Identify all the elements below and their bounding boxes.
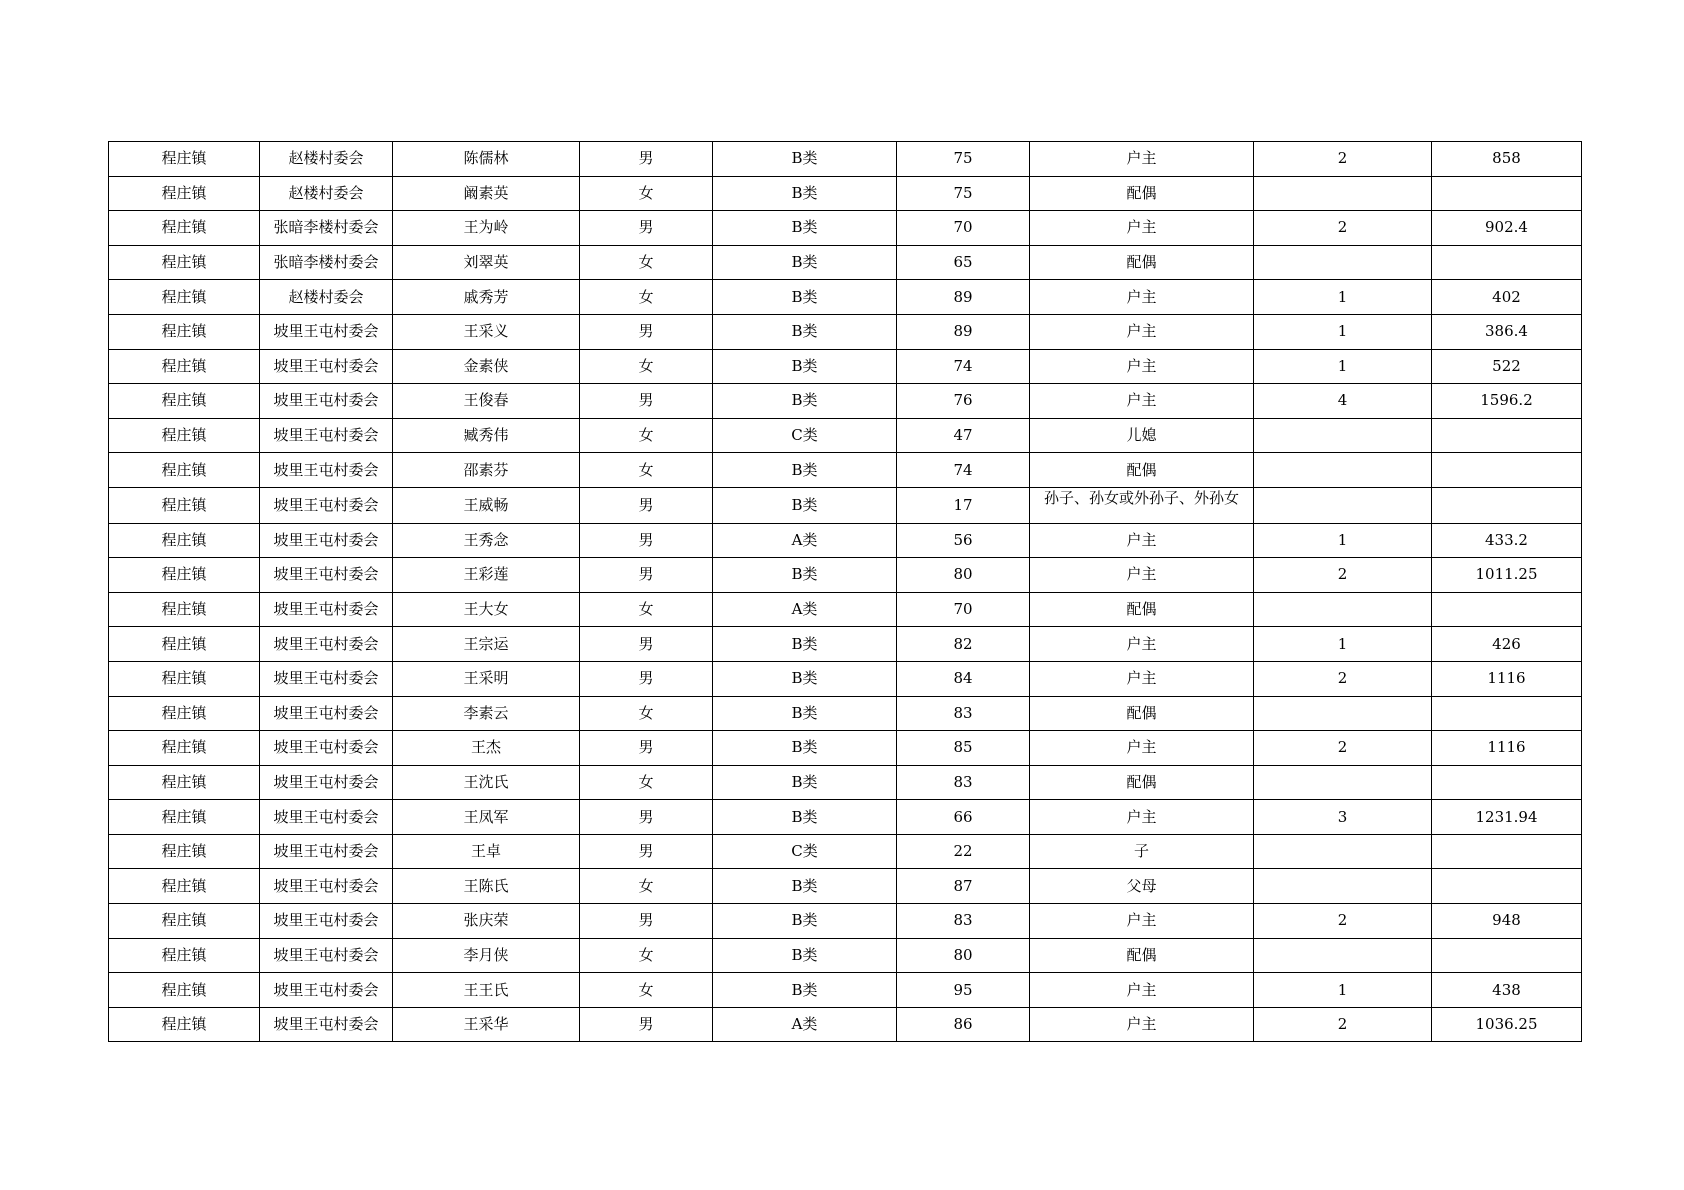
village-committee-cell: 坡里王屯村委会: [260, 904, 393, 939]
village-committee-cell: 坡里王屯村委会: [260, 627, 393, 662]
relation-cell: 户主: [1030, 349, 1254, 384]
age-cell: 86: [897, 1007, 1030, 1042]
household-size-cell: 1: [1254, 973, 1432, 1008]
category-cell: B类: [713, 487, 897, 523]
age-cell: 85: [897, 731, 1030, 766]
amount-cell: [1432, 176, 1582, 211]
household-size-cell: [1254, 418, 1432, 453]
village-committee-cell: 坡里王屯村委会: [260, 834, 393, 869]
village-committee-cell: 赵楼村委会: [260, 280, 393, 315]
table-row: [109, 349, 1582, 384]
age-cell: 84: [897, 661, 1030, 696]
town-cell: 程庄镇: [109, 731, 260, 766]
household-size-cell: 1: [1254, 627, 1432, 662]
age-cell: 89: [897, 314, 1030, 349]
category-cell: B类: [713, 349, 897, 384]
table-row: [109, 592, 1582, 627]
name-cell: 邵素芬: [393, 453, 580, 488]
table-row: [109, 834, 1582, 869]
amount-cell: [1432, 245, 1582, 280]
amount-cell: 1011.25: [1432, 558, 1582, 593]
town-cell: 程庄镇: [109, 973, 260, 1008]
relation-cell: 户主: [1030, 523, 1254, 558]
gender-cell: 男: [580, 142, 713, 177]
age-cell: 89: [897, 280, 1030, 315]
household-size-cell: [1254, 938, 1432, 973]
village-committee-cell: 坡里王屯村委会: [260, 1007, 393, 1042]
relation-cell: 儿媳: [1030, 418, 1254, 453]
gender-cell: 男: [580, 487, 713, 523]
name-cell: 王大女: [393, 592, 580, 627]
relation-cell: 配偶: [1030, 592, 1254, 627]
household-size-cell: [1254, 696, 1432, 731]
town-cell: 程庄镇: [109, 418, 260, 453]
table-row: [109, 661, 1582, 696]
relation-cell: 子: [1030, 834, 1254, 869]
relation-cell: 户主: [1030, 558, 1254, 593]
category-cell: B类: [713, 558, 897, 593]
name-cell: 王沈氏: [393, 765, 580, 800]
name-cell: 王杰: [393, 731, 580, 766]
gender-cell: 女: [580, 869, 713, 904]
village-committee-cell: 坡里王屯村委会: [260, 938, 393, 973]
household-size-cell: 4: [1254, 384, 1432, 419]
table-row: [109, 211, 1582, 246]
town-cell: 程庄镇: [109, 211, 260, 246]
household-size-cell: [1254, 176, 1432, 211]
relation-cell: 户主: [1030, 142, 1254, 177]
table-row: [109, 800, 1582, 835]
town-cell: 程庄镇: [109, 280, 260, 315]
category-cell: B类: [713, 904, 897, 939]
amount-cell: [1432, 938, 1582, 973]
amount-cell: 1116: [1432, 731, 1582, 766]
gender-cell: 女: [580, 696, 713, 731]
gender-cell: 女: [580, 176, 713, 211]
relation-cell: 配偶: [1030, 765, 1254, 800]
amount-cell: [1432, 418, 1582, 453]
age-cell: 70: [897, 211, 1030, 246]
household-size-cell: [1254, 834, 1432, 869]
table-row: [109, 558, 1582, 593]
gender-cell: 男: [580, 384, 713, 419]
age-cell: 80: [897, 558, 1030, 593]
household-size-cell: [1254, 245, 1432, 280]
name-cell: 金素侠: [393, 349, 580, 384]
town-cell: 程庄镇: [109, 834, 260, 869]
table-row: [109, 869, 1582, 904]
relation-cell: 户主: [1030, 211, 1254, 246]
relation-cell: 户主: [1030, 384, 1254, 419]
town-cell: 程庄镇: [109, 558, 260, 593]
age-cell: 95: [897, 973, 1030, 1008]
category-cell: A类: [713, 523, 897, 558]
category-cell: C类: [713, 834, 897, 869]
category-cell: A类: [713, 1007, 897, 1042]
amount-cell: 1036.25: [1432, 1007, 1582, 1042]
relation-cell: 配偶: [1030, 453, 1254, 488]
name-cell: 王宗运: [393, 627, 580, 662]
relation-cell: 户主: [1030, 1007, 1254, 1042]
town-cell: 程庄镇: [109, 142, 260, 177]
village-committee-cell: 坡里王屯村委会: [260, 558, 393, 593]
village-committee-cell: 坡里王屯村委会: [260, 523, 393, 558]
amount-cell: [1432, 487, 1582, 523]
village-committee-cell: 坡里王屯村委会: [260, 661, 393, 696]
gender-cell: 男: [580, 800, 713, 835]
name-cell: 王秀念: [393, 523, 580, 558]
category-cell: B类: [713, 696, 897, 731]
relation-cell: 户主: [1030, 973, 1254, 1008]
gender-cell: 男: [580, 558, 713, 593]
gender-cell: 男: [580, 904, 713, 939]
table-row: [109, 280, 1582, 315]
category-cell: B类: [713, 661, 897, 696]
category-cell: B类: [713, 245, 897, 280]
town-cell: 程庄镇: [109, 800, 260, 835]
town-cell: 程庄镇: [109, 765, 260, 800]
village-committee-cell: 坡里王屯村委会: [260, 349, 393, 384]
amount-cell: [1432, 765, 1582, 800]
age-cell: 83: [897, 904, 1030, 939]
gender-cell: 女: [580, 280, 713, 315]
category-cell: B类: [713, 869, 897, 904]
village-committee-cell: 坡里王屯村委会: [260, 592, 393, 627]
category-cell: B类: [713, 973, 897, 1008]
age-cell: 87: [897, 869, 1030, 904]
category-cell: C类: [713, 418, 897, 453]
category-cell: B类: [713, 731, 897, 766]
name-cell: 陈儒林: [393, 142, 580, 177]
table-row: [109, 765, 1582, 800]
amount-cell: 402: [1432, 280, 1582, 315]
data-table: [108, 141, 1582, 1042]
relation-cell: 配偶: [1030, 696, 1254, 731]
village-committee-cell: 张暗李楼村委会: [260, 211, 393, 246]
town-cell: 程庄镇: [109, 314, 260, 349]
village-committee-cell: 坡里王屯村委会: [260, 973, 393, 1008]
table-row: [109, 523, 1582, 558]
table-body: [109, 142, 1582, 1042]
household-size-cell: 2: [1254, 142, 1432, 177]
household-size-cell: 1: [1254, 349, 1432, 384]
village-committee-cell: 坡里王屯村委会: [260, 384, 393, 419]
age-cell: 47: [897, 418, 1030, 453]
gender-cell: 男: [580, 211, 713, 246]
table-row: [109, 418, 1582, 453]
table-row: [109, 487, 1582, 523]
name-cell: 王采义: [393, 314, 580, 349]
amount-cell: 1116: [1432, 661, 1582, 696]
age-cell: 80: [897, 938, 1030, 973]
age-cell: 74: [897, 453, 1030, 488]
age-cell: 75: [897, 176, 1030, 211]
gender-cell: 女: [580, 418, 713, 453]
village-committee-cell: 赵楼村委会: [260, 176, 393, 211]
town-cell: 程庄镇: [109, 627, 260, 662]
relation-cell: 户主: [1030, 731, 1254, 766]
gender-cell: 男: [580, 731, 713, 766]
table-row: [109, 904, 1582, 939]
table-row: [109, 314, 1582, 349]
name-cell: 王采华: [393, 1007, 580, 1042]
age-cell: 66: [897, 800, 1030, 835]
age-cell: 70: [897, 592, 1030, 627]
category-cell: B类: [713, 800, 897, 835]
village-committee-cell: 坡里王屯村委会: [260, 800, 393, 835]
town-cell: 程庄镇: [109, 592, 260, 627]
town-cell: 程庄镇: [109, 661, 260, 696]
category-cell: B类: [713, 176, 897, 211]
gender-cell: 男: [580, 834, 713, 869]
gender-cell: 女: [580, 453, 713, 488]
village-committee-cell: 坡里王屯村委会: [260, 731, 393, 766]
table-row: [109, 142, 1582, 177]
relation-cell: 配偶: [1030, 176, 1254, 211]
relation-cell: 户主: [1030, 661, 1254, 696]
relation-cell: 配偶: [1030, 938, 1254, 973]
village-committee-cell: 坡里王屯村委会: [260, 696, 393, 731]
amount-cell: 438: [1432, 973, 1582, 1008]
name-cell: 王王氏: [393, 973, 580, 1008]
amount-cell: [1432, 696, 1582, 731]
relation-cell: 孙子、孙女或外孙子、外孙女: [1030, 487, 1254, 523]
age-cell: 65: [897, 245, 1030, 280]
town-cell: 程庄镇: [109, 904, 260, 939]
household-size-cell: 2: [1254, 211, 1432, 246]
amount-cell: 522: [1432, 349, 1582, 384]
relation-cell: 户主: [1030, 904, 1254, 939]
name-cell: 王凤军: [393, 800, 580, 835]
relation-cell: 户主: [1030, 627, 1254, 662]
relation-cell: 户主: [1030, 280, 1254, 315]
name-cell: 李月侠: [393, 938, 580, 973]
gender-cell: 女: [580, 592, 713, 627]
category-cell: B类: [713, 453, 897, 488]
town-cell: 程庄镇: [109, 869, 260, 904]
village-committee-cell: 坡里王屯村委会: [260, 453, 393, 488]
town-cell: 程庄镇: [109, 696, 260, 731]
age-cell: 56: [897, 523, 1030, 558]
household-size-cell: 2: [1254, 904, 1432, 939]
gender-cell: 女: [580, 765, 713, 800]
amount-cell: 858: [1432, 142, 1582, 177]
table-row: [109, 245, 1582, 280]
age-cell: 82: [897, 627, 1030, 662]
name-cell: 张庆荣: [393, 904, 580, 939]
village-committee-cell: 坡里王屯村委会: [260, 418, 393, 453]
name-cell: 王采明: [393, 661, 580, 696]
amount-cell: [1432, 453, 1582, 488]
table-row: [109, 1007, 1582, 1042]
town-cell: 程庄镇: [109, 1007, 260, 1042]
name-cell: 王俊春: [393, 384, 580, 419]
household-size-cell: 1: [1254, 523, 1432, 558]
name-cell: 戚秀芳: [393, 280, 580, 315]
table-row: [109, 176, 1582, 211]
amount-cell: 433.2: [1432, 523, 1582, 558]
category-cell: B类: [713, 142, 897, 177]
amount-cell: 386.4: [1432, 314, 1582, 349]
gender-cell: 女: [580, 938, 713, 973]
amount-cell: 1231.94: [1432, 800, 1582, 835]
town-cell: 程庄镇: [109, 453, 260, 488]
amount-cell: 902.4: [1432, 211, 1582, 246]
household-size-cell: 1: [1254, 280, 1432, 315]
table-row: [109, 627, 1582, 662]
relation-cell: 户主: [1030, 314, 1254, 349]
table-row: [109, 973, 1582, 1008]
household-size-cell: 2: [1254, 1007, 1432, 1042]
amount-cell: [1432, 834, 1582, 869]
category-cell: B类: [713, 938, 897, 973]
household-size-cell: 2: [1254, 661, 1432, 696]
category-cell: B类: [713, 384, 897, 419]
village-committee-cell: 坡里王屯村委会: [260, 487, 393, 523]
name-cell: 王为岭: [393, 211, 580, 246]
age-cell: 83: [897, 765, 1030, 800]
age-cell: 74: [897, 349, 1030, 384]
household-size-cell: 3: [1254, 800, 1432, 835]
town-cell: 程庄镇: [109, 487, 260, 523]
household-size-cell: [1254, 869, 1432, 904]
category-cell: B类: [713, 765, 897, 800]
amount-cell: 426: [1432, 627, 1582, 662]
town-cell: 程庄镇: [109, 349, 260, 384]
amount-cell: 948: [1432, 904, 1582, 939]
gender-cell: 男: [580, 523, 713, 558]
household-size-cell: 1: [1254, 314, 1432, 349]
name-cell: 王陈氏: [393, 869, 580, 904]
amount-cell: [1432, 869, 1582, 904]
table-row: [109, 731, 1582, 766]
age-cell: 75: [897, 142, 1030, 177]
relation-cell: 父母: [1030, 869, 1254, 904]
town-cell: 程庄镇: [109, 384, 260, 419]
age-cell: 22: [897, 834, 1030, 869]
household-size-cell: 2: [1254, 558, 1432, 593]
amount-cell: 1596.2: [1432, 384, 1582, 419]
household-size-cell: [1254, 487, 1432, 523]
village-committee-cell: 赵楼村委会: [260, 142, 393, 177]
town-cell: 程庄镇: [109, 245, 260, 280]
relation-cell: 配偶: [1030, 245, 1254, 280]
household-size-cell: 2: [1254, 731, 1432, 766]
village-committee-cell: 坡里王屯村委会: [260, 765, 393, 800]
category-cell: B类: [713, 280, 897, 315]
gender-cell: 男: [580, 627, 713, 662]
age-cell: 17: [897, 487, 1030, 523]
gender-cell: 女: [580, 349, 713, 384]
town-cell: 程庄镇: [109, 938, 260, 973]
gender-cell: 男: [580, 314, 713, 349]
gender-cell: 女: [580, 973, 713, 1008]
category-cell: B类: [713, 211, 897, 246]
name-cell: 李素云: [393, 696, 580, 731]
gender-cell: 女: [580, 245, 713, 280]
age-cell: 83: [897, 696, 1030, 731]
name-cell: 王威畅: [393, 487, 580, 523]
village-committee-cell: 坡里王屯村委会: [260, 869, 393, 904]
household-size-cell: [1254, 592, 1432, 627]
category-cell: B类: [713, 627, 897, 662]
town-cell: 程庄镇: [109, 523, 260, 558]
name-cell: 王彩莲: [393, 558, 580, 593]
table-row: [109, 938, 1582, 973]
relation-cell: 户主: [1030, 800, 1254, 835]
village-committee-cell: 坡里王屯村委会: [260, 314, 393, 349]
household-size-cell: [1254, 453, 1432, 488]
amount-cell: [1432, 592, 1582, 627]
gender-cell: 男: [580, 1007, 713, 1042]
gender-cell: 男: [580, 661, 713, 696]
category-cell: B类: [713, 314, 897, 349]
name-cell: 王卓: [393, 834, 580, 869]
name-cell: 臧秀伟: [393, 418, 580, 453]
village-committee-cell: 张暗李楼村委会: [260, 245, 393, 280]
name-cell: 刘翠英: [393, 245, 580, 280]
name-cell: 阚素英: [393, 176, 580, 211]
household-size-cell: [1254, 765, 1432, 800]
table-row: [109, 453, 1582, 488]
table-row: [109, 696, 1582, 731]
town-cell: 程庄镇: [109, 176, 260, 211]
table-row: [109, 384, 1582, 419]
category-cell: A类: [713, 592, 897, 627]
age-cell: 76: [897, 384, 1030, 419]
